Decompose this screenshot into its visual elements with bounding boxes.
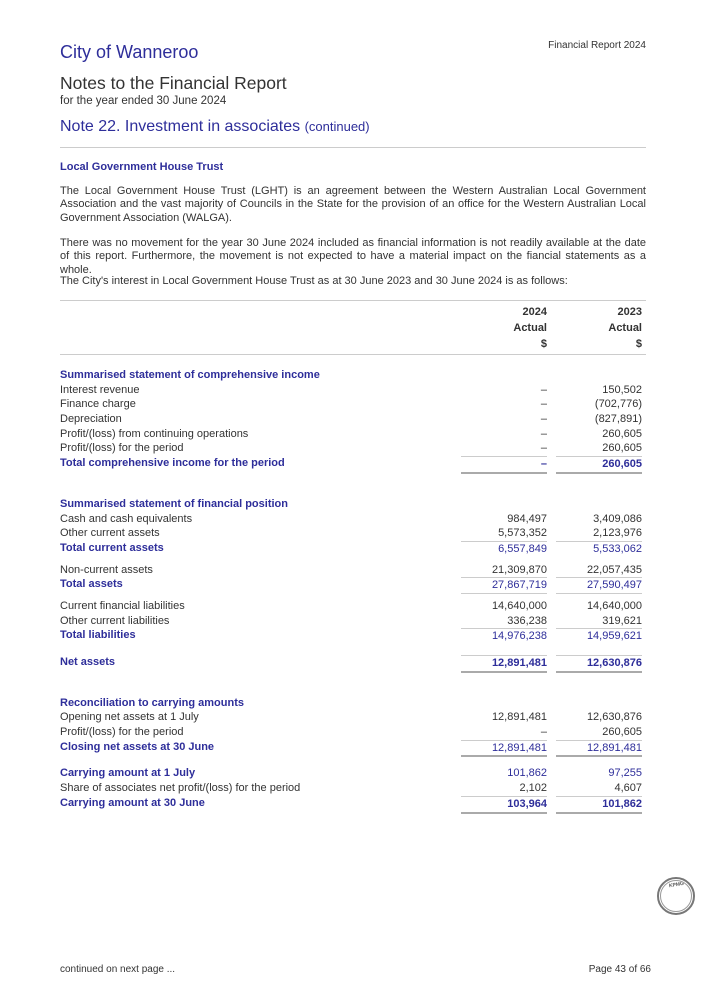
row-label: Non-current assets bbox=[60, 563, 153, 576]
subtotal-row bbox=[60, 628, 646, 643]
value-2024: 6,557,849 bbox=[461, 541, 547, 557]
column-header-unit bbox=[60, 337, 646, 351]
row-label: Carrying amount at 30 June bbox=[60, 796, 205, 809]
table-row bbox=[60, 725, 646, 740]
row-label: Summarised statement of financial position bbox=[60, 497, 288, 510]
paragraph-2: There was no movement for the year 30 June 2024 included as financial information is not readily available at the date of this report. Furthermore, the movement is not expected to have a material impact on the fiancial statements as a whole. bbox=[60, 237, 646, 276]
subtotal-row bbox=[60, 740, 646, 755]
row-label: Cash and cash equivalents bbox=[60, 512, 193, 525]
row-label: Total comprehensive income for the period bbox=[60, 457, 285, 470]
table-row bbox=[60, 710, 646, 725]
row-label: Summarised statement of comprehensive income bbox=[60, 369, 320, 381]
row-label: Closing net assets at 30 June bbox=[60, 740, 215, 753]
column-header-year bbox=[60, 305, 646, 319]
value-2024: 12,891,481 bbox=[461, 655, 547, 673]
value-2023: 5,533,062 bbox=[556, 541, 642, 557]
value-2024: – bbox=[540, 413, 547, 426]
table-row bbox=[60, 563, 646, 578]
value-2024: – bbox=[540, 383, 547, 396]
value-2024: – bbox=[540, 442, 547, 455]
continued-note: continued on next page ... bbox=[60, 964, 176, 975]
auditor-seal-icon bbox=[657, 877, 695, 915]
col-2023-year: 2023 bbox=[617, 306, 642, 318]
value-2023: 22,057,435 bbox=[586, 563, 642, 576]
value-2023: 27,590,497 bbox=[556, 577, 642, 594]
seal-text: KPMG bbox=[668, 880, 685, 890]
table-row bbox=[60, 766, 646, 781]
value-2023: 97,255 bbox=[608, 767, 642, 780]
value-2024: 336,238 bbox=[507, 614, 547, 627]
section-heading: Local Government House Trust bbox=[60, 161, 224, 173]
document-title: Notes to the Financial Report bbox=[60, 73, 287, 93]
paragraph-1: The Local Government House Trust (LGHT) is an agreement between the Western Australian Local Government Association and the vast majority of Councils in the State for the provision of an office for the Western Australian Local Government Association (WALGA). bbox=[60, 185, 646, 224]
row-label: Profit/(loss) for the period bbox=[60, 726, 184, 739]
col-2024-year: 2024 bbox=[522, 306, 547, 318]
value-2023: 4,607 bbox=[614, 782, 642, 795]
subtotal-row bbox=[60, 541, 646, 556]
value-2023: 14,640,000 bbox=[586, 599, 642, 612]
total-row bbox=[60, 456, 646, 471]
position-heading bbox=[60, 497, 646, 512]
col-2024-unit: $ bbox=[540, 338, 547, 350]
col-2023-basis: Actual bbox=[608, 322, 642, 334]
value-2024: 2,102 bbox=[519, 782, 547, 795]
table-row bbox=[60, 599, 646, 614]
note-title-text: Note 22. Investment in associates bbox=[60, 118, 301, 135]
column-header-basis bbox=[60, 321, 646, 335]
income-heading bbox=[60, 368, 646, 383]
value-2023: 12,891,481 bbox=[556, 740, 642, 758]
value-2023: 260,605 bbox=[556, 456, 642, 474]
table-row bbox=[60, 526, 646, 541]
table-row bbox=[60, 383, 646, 398]
note-continued: (continued) bbox=[304, 119, 370, 134]
value-2024: 21,309,870 bbox=[491, 563, 547, 576]
value-2024: 12,891,481 bbox=[461, 740, 547, 758]
row-label: Current financial liabilities bbox=[60, 599, 185, 612]
value-2024: 14,640,000 bbox=[491, 599, 547, 612]
value-2024: – bbox=[540, 398, 547, 411]
financial-table bbox=[60, 300, 646, 811]
value-2023: 3,409,086 bbox=[593, 512, 642, 525]
header-divider bbox=[60, 147, 646, 148]
value-2023: 319,621 bbox=[602, 614, 642, 627]
value-2023: 260,605 bbox=[602, 427, 642, 440]
table-row bbox=[60, 781, 646, 796]
row-label: Carrying amount at 1 July bbox=[60, 767, 196, 780]
total-row bbox=[60, 796, 646, 811]
col-2023-unit: $ bbox=[635, 338, 642, 350]
table-row bbox=[60, 512, 646, 527]
value-2023: 150,502 bbox=[602, 383, 642, 396]
value-2023: (827,891) bbox=[594, 413, 642, 426]
value-2023: 14,959,621 bbox=[556, 628, 642, 644]
value-2024: – bbox=[540, 427, 547, 440]
row-label: Other current liabilities bbox=[60, 614, 170, 627]
row-label: Reconciliation to carrying amounts bbox=[60, 696, 244, 709]
row-label: Depreciation bbox=[60, 413, 122, 426]
value-2023: (702,776) bbox=[594, 398, 642, 411]
value-2023: 260,605 bbox=[602, 726, 642, 739]
value-2023: 12,630,876 bbox=[556, 655, 642, 673]
row-label: Other current assets bbox=[60, 527, 160, 540]
value-2023: 12,630,876 bbox=[586, 711, 642, 724]
value-2023: 101,862 bbox=[556, 796, 642, 814]
value-2023: 2,123,976 bbox=[593, 527, 642, 540]
row-label: Net assets bbox=[60, 656, 116, 668]
page-number: Page 43 of 66 bbox=[588, 964, 651, 975]
col-2024-basis: Actual bbox=[513, 322, 547, 334]
row-label: Profit/(loss) from continuing operations bbox=[60, 427, 249, 440]
paragraph-3: The City's interest in Local Government House Trust as at 30 June 2023 and 30 June 2024 is as follows: bbox=[60, 275, 568, 287]
row-label: Total liabilities bbox=[60, 629, 136, 642]
table-row bbox=[60, 614, 646, 629]
value-2024: 103,964 bbox=[461, 796, 547, 814]
report-label: Financial Report 2024 bbox=[548, 40, 646, 51]
subtotal-row bbox=[60, 577, 646, 592]
value-2024: – bbox=[540, 726, 547, 739]
row-label: Share of associates net profit/(loss) for the period bbox=[60, 782, 301, 795]
document-subtitle: for the year ended 30 June 2024 bbox=[60, 95, 227, 107]
row-label: Opening net assets at 1 July bbox=[60, 711, 199, 724]
table-row bbox=[60, 427, 646, 442]
value-2023: 260,605 bbox=[602, 442, 642, 455]
table-row bbox=[60, 412, 646, 427]
value-2024: 12,891,481 bbox=[491, 711, 547, 724]
row-label: Total assets bbox=[60, 578, 123, 591]
value-2024: 27,867,719 bbox=[461, 577, 547, 594]
table-row bbox=[60, 397, 646, 412]
row-label: Total current assets bbox=[60, 541, 164, 554]
table-row bbox=[60, 441, 646, 456]
row-label: Profit/(loss) for the period bbox=[60, 442, 184, 455]
value-2024: 984,497 bbox=[507, 512, 547, 525]
row-label: Interest revenue bbox=[60, 383, 140, 396]
net-assets-row bbox=[60, 655, 646, 670]
note-title bbox=[60, 118, 370, 136]
value-2024: 14,976,238 bbox=[461, 628, 547, 644]
value-2024: 101,862 bbox=[507, 767, 547, 780]
row-label: Finance charge bbox=[60, 398, 136, 411]
reconciliation-heading bbox=[60, 696, 646, 711]
value-2024: 5,573,352 bbox=[498, 527, 547, 540]
organisation-name: City of Wanneroo bbox=[60, 42, 199, 62]
value-2024: – bbox=[461, 456, 547, 474]
